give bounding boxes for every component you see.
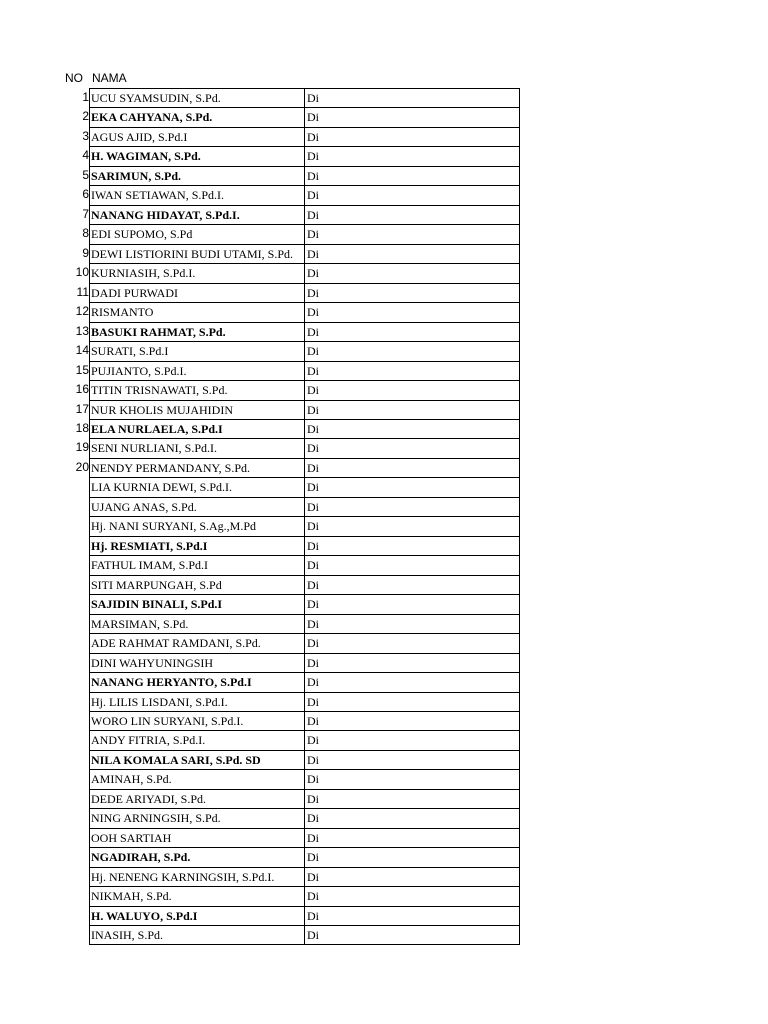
table-row — [0, 614, 768, 633]
table-row — [0, 692, 768, 711]
status-cell[interactable]: Di — [304, 555, 520, 574]
status-cell[interactable]: Di — [304, 283, 520, 302]
status-cell[interactable]: Di — [304, 302, 520, 321]
column-header-nama: NAMA — [92, 71, 127, 85]
table-row — [0, 127, 768, 146]
table-row — [0, 224, 768, 243]
table-row — [0, 400, 768, 419]
status-cell[interactable]: Di — [304, 107, 520, 126]
status-cell[interactable]: Di — [304, 614, 520, 633]
row-number: 3 — [82, 128, 89, 143]
table-row — [0, 477, 768, 496]
name-cell[interactable]: ADE RAHMAT RAMDANI, S.Pd. — [89, 633, 304, 652]
table-row — [0, 322, 768, 341]
status-cell[interactable]: Di — [304, 808, 520, 827]
table-row — [0, 750, 768, 769]
row-number: 14 — [75, 343, 89, 358]
name-cell[interactable]: BASUKI RAHMAT, S.Pd. — [89, 322, 304, 341]
row-number: 4 — [82, 148, 89, 163]
table-row — [0, 146, 768, 165]
row-number: 15 — [75, 362, 89, 377]
table-row — [0, 633, 768, 652]
name-cell[interactable]: PUJIANTO, S.Pd.I. — [89, 361, 304, 380]
status-cell[interactable]: Di — [304, 575, 520, 594]
status-cell[interactable]: Di — [304, 244, 520, 263]
table-row — [0, 769, 768, 788]
status-cell[interactable]: Di — [304, 847, 520, 866]
status-cell[interactable]: Di — [304, 653, 520, 672]
status-cell[interactable]: Di — [304, 692, 520, 711]
name-table — [0, 88, 768, 945]
table-row — [0, 419, 768, 438]
row-number: 7 — [82, 206, 89, 221]
status-cell[interactable]: Di — [304, 477, 520, 496]
name-cell[interactable]: RISMANTO — [89, 302, 304, 321]
name-cell[interactable]: EDI SUPOMO, S.Pd — [89, 224, 304, 243]
name-cell[interactable]: KURNIASIH, S.Pd.I. — [89, 263, 304, 282]
status-cell[interactable]: Di — [304, 322, 520, 341]
name-cell[interactable]: WORO LIN SURYANI, S.Pd.I. — [89, 711, 304, 730]
name-cell[interactable]: Hj. NENENG KARNINGSIH, S.Pd.I. — [89, 867, 304, 886]
status-cell[interactable]: Di — [304, 224, 520, 243]
name-cell[interactable]: UCU SYAMSUDIN, S.Pd. — [89, 88, 304, 107]
row-number: 20 — [75, 459, 89, 474]
name-cell[interactable]: IWAN SETIAWAN, S.Pd.I. — [89, 185, 304, 204]
status-cell[interactable]: Di — [304, 166, 520, 185]
name-cell[interactable]: NGADIRAH, S.Pd. — [89, 847, 304, 866]
status-cell[interactable]: Di — [304, 516, 520, 535]
status-cell[interactable]: Di — [304, 361, 520, 380]
table-row — [0, 867, 768, 886]
name-cell[interactable]: DEDE ARIYADI, S.Pd. — [89, 789, 304, 808]
row-number: 13 — [75, 323, 89, 338]
status-cell[interactable]: Di — [304, 88, 520, 107]
status-cell[interactable]: Di — [304, 730, 520, 749]
name-cell[interactable]: NIKMAH, S.Pd. — [89, 886, 304, 905]
row-number: 18 — [75, 420, 89, 435]
table-row — [0, 107, 768, 126]
row-number: 19 — [75, 440, 89, 455]
table-row — [0, 711, 768, 730]
status-cell[interactable]: Di — [304, 925, 520, 944]
table-row — [0, 205, 768, 224]
status-cell[interactable]: Di — [304, 380, 520, 399]
name-cell[interactable]: NANANG HERYANTO, S.Pd.I — [89, 672, 304, 691]
status-cell[interactable]: Di — [304, 127, 520, 146]
status-cell[interactable]: Di — [304, 789, 520, 808]
name-cell[interactable]: FATHUL IMAM, S.Pd.I — [89, 555, 304, 574]
status-cell[interactable]: Di — [304, 185, 520, 204]
table-row — [0, 185, 768, 204]
name-cell[interactable]: NUR KHOLIS MUJAHIDIN — [89, 400, 304, 419]
row-number: 12 — [75, 304, 89, 319]
name-cell[interactable]: LIA KURNIA DEWI, S.Pd.I. — [89, 477, 304, 496]
name-cell[interactable]: Hj. LILIS LISDANI, S.Pd.I. — [89, 692, 304, 711]
status-cell[interactable]: Di — [304, 458, 520, 477]
status-cell[interactable]: Di — [304, 419, 520, 438]
table-row — [0, 438, 768, 457]
name-cell[interactable]: SITI MARPUNGAH, S.Pd — [89, 575, 304, 594]
table-row — [0, 263, 768, 282]
status-cell[interactable]: Di — [304, 263, 520, 282]
row-number: 8 — [82, 226, 89, 241]
table-row — [0, 458, 768, 477]
table-row — [0, 847, 768, 866]
table-row — [0, 730, 768, 749]
table-row — [0, 283, 768, 302]
name-cell[interactable]: AGUS AJID, S.Pd.I — [89, 127, 304, 146]
status-cell[interactable]: Di — [304, 205, 520, 224]
table-row — [0, 516, 768, 535]
row-number: 17 — [75, 401, 89, 416]
row-number: 6 — [82, 187, 89, 202]
table-row — [0, 88, 768, 107]
status-cell[interactable]: Di — [304, 867, 520, 886]
table-row — [0, 808, 768, 827]
table-row — [0, 361, 768, 380]
name-cell[interactable]: DADI PURWADI — [89, 283, 304, 302]
table-row — [0, 828, 768, 847]
status-cell[interactable]: Di — [304, 711, 520, 730]
row-number: 1 — [82, 90, 89, 104]
name-cell[interactable]: SURATI, S.Pd.I — [89, 341, 304, 360]
name-cell[interactable]: OOH SARTIAH — [89, 828, 304, 847]
status-cell[interactable]: Di — [304, 828, 520, 847]
name-cell[interactable]: NILA KOMALA SARI, S.Pd. SD — [89, 750, 304, 769]
table-row — [0, 653, 768, 672]
status-cell[interactable]: Di — [304, 594, 520, 613]
row-number: 11 — [76, 284, 89, 299]
name-cell[interactable]: EKA CAHYANA, S.Pd. — [89, 107, 304, 126]
name-cell[interactable]: TITIN TRISNAWATI, S.Pd. — [89, 380, 304, 399]
table-row — [0, 789, 768, 808]
status-cell[interactable]: Di — [304, 341, 520, 360]
name-cell[interactable]: DEWI LISTIORINI BUDI UTAMI, S.Pd. — [89, 244, 304, 263]
name-cell[interactable]: INASIH, S.Pd. — [89, 925, 304, 944]
status-cell[interactable]: Di — [304, 886, 520, 905]
name-cell[interactable]: SENI NURLIANI, S.Pd.I. — [89, 438, 304, 457]
status-cell[interactable]: Di — [304, 769, 520, 788]
row-number: 10 — [75, 265, 89, 280]
table-row — [0, 555, 768, 574]
status-cell[interactable]: Di — [304, 750, 520, 769]
row-number: 9 — [82, 245, 89, 260]
status-cell[interactable]: Di — [304, 497, 520, 516]
name-cell[interactable]: NING ARNINGSIH, S.Pd. — [89, 808, 304, 827]
name-cell[interactable]: UJANG ANAS, S.Pd. — [89, 497, 304, 516]
name-cell[interactable]: Hj. NANI SURYANI, S.Ag.,M.Pd — [89, 516, 304, 535]
column-header-no: NO — [65, 71, 83, 85]
table-row — [0, 244, 768, 263]
table-row — [0, 575, 768, 594]
table-row — [0, 886, 768, 905]
row-number: 2 — [82, 109, 89, 124]
table-row — [0, 497, 768, 516]
table-row — [0, 594, 768, 613]
row-number: 16 — [75, 382, 89, 397]
table-row — [0, 906, 768, 925]
row-number: 5 — [82, 167, 89, 182]
name-cell[interactable]: SAJIDIN BINALI, S.Pd.I — [89, 594, 304, 613]
status-cell[interactable]: Di — [304, 633, 520, 652]
name-cell[interactable]: H. WALUYO, S.Pd.I — [89, 906, 304, 925]
name-cell[interactable]: DINI WAHYUNINGSIH — [89, 653, 304, 672]
table-row — [0, 672, 768, 691]
status-cell[interactable]: Di — [304, 438, 520, 457]
name-cell[interactable]: H. WAGIMAN, S.Pd. — [89, 146, 304, 165]
table-row — [0, 166, 768, 185]
name-cell[interactable]: Hj. RESMIATI, S.Pd.I — [89, 536, 304, 555]
status-cell[interactable]: Di — [304, 536, 520, 555]
status-cell[interactable]: Di — [304, 906, 520, 925]
name-cell[interactable]: MARSIMAN, S.Pd. — [89, 614, 304, 633]
table-row — [0, 925, 768, 944]
table-row — [0, 536, 768, 555]
name-cell[interactable]: NENDY PERMANDANY, S.Pd. — [89, 458, 304, 477]
table-row — [0, 302, 768, 321]
name-cell[interactable]: SARIMUN, S.Pd. — [89, 166, 304, 185]
status-cell[interactable]: Di — [304, 146, 520, 165]
table-row — [0, 380, 768, 399]
name-cell[interactable]: NANANG HIDAYAT, S.Pd.I. — [89, 205, 304, 224]
table-row — [0, 341, 768, 360]
name-cell[interactable]: AMINAH, S.Pd. — [89, 769, 304, 788]
status-cell[interactable]: Di — [304, 672, 520, 691]
status-cell[interactable]: Di — [304, 400, 520, 419]
name-cell[interactable]: ANDY FITRIA, S.Pd.I. — [89, 730, 304, 749]
name-cell[interactable]: ELA NURLAELA, S.Pd.I — [89, 419, 304, 438]
